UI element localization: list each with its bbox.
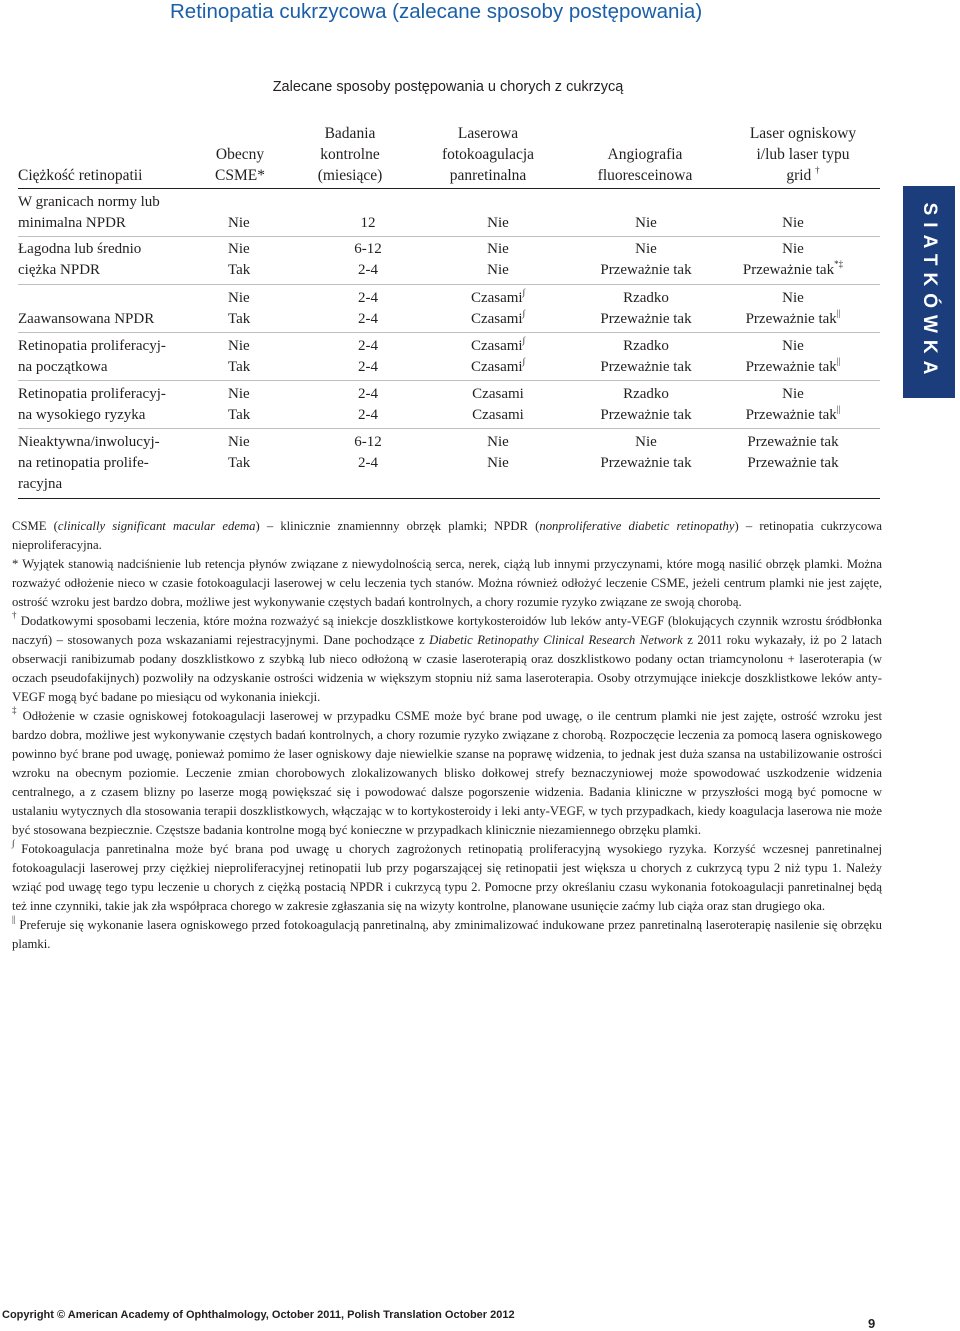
copyright-footer: Copyright © American Academy of Ophthalmology, October 2011, Polish Translation October 2012	[2, 1309, 515, 1321]
prp-value	[448, 357, 548, 378]
focal-mark: ||	[836, 356, 841, 366]
prp-value	[448, 336, 548, 357]
fa-value: Przeważnie tak	[600, 455, 692, 471]
focal-text: Przeważnie tak	[745, 311, 837, 327]
focal-value	[728, 432, 858, 453]
row-severity	[18, 336, 218, 378]
footnotes	[12, 517, 882, 954]
focal-mark: ||	[836, 404, 841, 414]
row-divider	[18, 332, 880, 333]
row-severity	[18, 432, 218, 495]
followup-value: 6-12	[354, 241, 382, 257]
prp-value	[448, 384, 548, 405]
header-focal-line	[728, 165, 878, 186]
note-text: z 2011 roku wykazały, iż po 2 latach obserwacji ranibizumab podany doszklistkowo z szybką lub nieco odłożoną w czasie laseroterapią oraz doszklistkowo podany octan triamcynolonu + laseroterapia (w oczach pseudofakijnych) pozwoliły na odzyskanie ostrości widzenia w większym stopniu niż sama laseroterapia. Osoby otrzymujące iniekcje doszklistkowe leków anty-VEGF mogą być badane po miesiącu od wykonania iniekcji.	[12, 633, 882, 704]
page-number: 9	[868, 1316, 876, 1331]
prp-value	[448, 260, 548, 281]
header-followup	[300, 123, 400, 186]
note-mark: ‡	[12, 705, 18, 715]
header-fa	[575, 144, 715, 186]
prp-value	[448, 288, 548, 309]
fa-value: Rzadko	[623, 386, 669, 402]
focal-text: Przeważnie tak	[742, 262, 835, 278]
footnote-integral	[12, 840, 882, 916]
prp-mark: ∫	[522, 308, 526, 318]
fa-value: Rzadko	[623, 338, 669, 354]
prp-text: Czasami	[470, 338, 523, 354]
focal-value	[728, 239, 858, 260]
note-italic: clinically significant macular edema	[57, 519, 256, 533]
prp-text: Nie	[487, 455, 509, 471]
row-severity	[18, 288, 218, 330]
focal-value	[728, 288, 858, 309]
header-fa-line: Angiografia	[607, 146, 683, 163]
prp-mark: ∫	[522, 287, 526, 297]
row-severity-line: ciężka NPDR	[18, 262, 101, 278]
row-divider	[18, 236, 880, 237]
row-severity-line	[18, 288, 218, 309]
focal-value	[728, 309, 858, 330]
row-severity-line: Łagodna lub średnio	[18, 241, 142, 257]
prp-value	[448, 239, 548, 260]
header-followup-line: (miesiące)	[317, 167, 383, 184]
page-title: Retinopatia cukrzycowa (zalecane sposoby postępowania)	[170, 0, 703, 23]
fa-value: Przeważnie tak	[600, 407, 692, 423]
footnote-parallel	[12, 916, 882, 954]
focal-value	[728, 453, 858, 474]
note-text: Dodatkowymi sposobami leczenia, które można rozważyć są iniekcje doszklistkowe kortykosteroidów lub leków anty-VEGF (blokujących czynnik wzrostu śródbłonka naczyń) – stosowanych poza wskazaniami rejestracyjnymi. Dane pochodzące z	[12, 614, 883, 647]
note-text: Preferuje się wykonanie lasera ogniskowego przed fotokoagulacją panretinalną, aby zminimalizować indukowane przez panretinalną laseroterapię nasilenie się obrzęku plamki.	[12, 918, 882, 951]
focal-value	[728, 213, 858, 234]
note-text: Fotokoagulacja panretinalna może być brana pod uwagę u chorych zagrożonych retinopatią proliferacyjną wysokiego ryzyka. Korzyść wczesnej panretinalnej fotokoagulacji laserowej przy ciężkiej nieproliferacyjnej retinopatii lub przy pogarszającej się retinopatii jest większa u chorych z cukrzycą typu 2 niż typu 1. Należy wziąć pod uwagę tego typu leczenie u chorych z ciężką postacią NPDR i cukrzycą typu 2. Pomocne przy określaniu czasu wykonania fotokoagulacji panretinalnej będą też inne czynniki, takie jak zła współpraca chorego w zakresie zgłaszania się na wizyty kontrolne, planowane usunięcie zaćmy lub ciąża oraz stan drugiego oka.	[12, 842, 882, 913]
followup-value: 2-4	[358, 407, 378, 423]
fa-value: Przeważnie tak	[600, 262, 692, 278]
note-mark: ∫	[12, 838, 15, 848]
row-severity-line: na retinopatia prolife-	[18, 455, 149, 471]
prp-mark: ∫	[522, 356, 526, 366]
header-prp-line: panretinalna	[449, 167, 527, 184]
prp-value	[448, 405, 548, 426]
header-focal	[728, 123, 878, 186]
prp-mark: ∫	[522, 335, 526, 345]
focal-text: Nie	[782, 338, 804, 354]
fa-value: Nie	[635, 434, 657, 450]
fa-value: Nie	[635, 215, 657, 231]
note-italic: Diabetic Retinopathy Clinical Research Network	[429, 633, 683, 647]
header-followup-line: Badania	[324, 125, 376, 142]
header-rule	[18, 188, 880, 189]
row-severity-line: racyjna	[18, 476, 63, 492]
header-csme-line: CSME*	[215, 167, 265, 184]
row-severity	[18, 384, 218, 426]
header-followup-line: kontrolne	[320, 146, 380, 163]
focal-mark: ||	[836, 308, 841, 318]
followup-value: 2-4	[358, 386, 378, 402]
header-prp	[423, 123, 553, 186]
footnote-dagger	[12, 612, 882, 707]
header-focal-line: i/lub laser typu	[756, 146, 850, 163]
note-text: ) – klinicznie znamiennny obrzęk plamki; NPDR (	[255, 519, 540, 533]
focal-mark: *‡	[834, 259, 844, 269]
header-prp-line: fotokoagulacja	[441, 146, 535, 163]
note-mark: ||	[12, 914, 16, 924]
row-severity-line: na początkowa	[18, 359, 108, 375]
row-divider	[18, 380, 880, 381]
header-fa-line: fluoresceinowa	[597, 167, 693, 184]
note-text: CSME (	[12, 519, 58, 533]
row-severity-line: na wysokiego ryzyka	[18, 407, 146, 423]
row-divider	[18, 428, 880, 429]
focal-text: Przeważnie tak	[747, 434, 839, 450]
fa-value: Rzadko	[623, 290, 669, 306]
row-severity-line: W granicach normy lub	[18, 194, 160, 210]
followup-value: 2-4	[358, 311, 378, 327]
note-text: Odłożenie w czasie ogniskowej fotokoagulacji laserowej w przypadku CSME może być brane pod uwagę, o ile centrum plamki nie jest zajęte, ostrość wzroku jest bardzo dobra, możliwe jest wykonywanie częstych badań kontrolnych, a chory rozumie ryzyko związane z chorobą. Rozpoczęcie leczenia za pomocą lasera ogniskowego powinno być brane pod uwagę, ponieważ pomimo że laser ogniskowy daje niewielkie szanse na poprawę widzenia, to jednak jest duża szansa na ustabilizowanie ostrości wzroku na obecnym poziomie. Leczenie zmian chorobowych zlokalizowanych blisko dołkowej strefy beznaczyniowej może spowodować uszkodzenie widzenia centralnego, a z czasem blizny po laserze mogą powiększać się i powodować dalsze pogorszenie widzenia. Badania kliniczne w przyszłości mogą być pomocne w ustalaniu wytycznych dla stosowania terapii doszklistkowych, włączając w to kortykosteroidy i leki anty-VEGF, w tych przypadkach, kiedy koagulacja laserowa nie może być stosowana bezpiecznie. Częstsze badania kontrolne mogą być konieczne w przypadkach klinicznie niezamiennego obrzęku plamki.	[12, 709, 883, 837]
prp-text: Czasami	[472, 407, 524, 423]
header-prp-line: Laserowa	[457, 125, 519, 142]
table-caption-text: Zalecane sposoby postępowania u chorych z cukrzycą	[272, 79, 624, 95]
prp-value	[448, 453, 548, 474]
prp-text: Czasami	[470, 311, 523, 327]
followup-value: 6-12	[354, 434, 382, 450]
row-severity-line: Retinopatia proliferacyj-	[18, 386, 166, 402]
prp-text: Nie	[487, 241, 509, 257]
row-severity-line: Retinopatia proliferacyj-	[18, 338, 166, 354]
row-severity	[18, 239, 218, 281]
focal-value	[728, 405, 858, 426]
note-mark: †	[12, 610, 18, 620]
focal-text: Nie	[782, 241, 804, 257]
focal-value	[728, 260, 858, 281]
focal-text: Przeważnie tak	[745, 407, 837, 423]
header-focal-line: Laser ogniskowy	[749, 125, 857, 142]
fa-value: Nie	[635, 241, 657, 257]
followup-value: 2-4	[358, 262, 378, 278]
fa-value: Przeważnie tak	[600, 359, 692, 375]
row-severity-line: minimalna NPDR	[18, 215, 126, 231]
prp-text: Nie	[487, 215, 509, 231]
prp-text: Czasami	[470, 359, 523, 375]
focal-value	[728, 384, 858, 405]
followup-value: 2-4	[358, 455, 378, 471]
footnote-abbreviations	[12, 517, 882, 555]
focal-text: Przeważnie tak	[745, 359, 837, 375]
prp-value	[448, 213, 548, 234]
table-caption	[0, 77, 893, 97]
fa-value: Przeważnie tak	[600, 311, 692, 327]
row-severity-line: Nieaktywna/inwolucyj-	[18, 434, 160, 450]
focal-value	[728, 357, 858, 378]
header-focal-text: grid	[786, 167, 812, 184]
table-bottom-rule	[18, 498, 880, 499]
prp-text: Czasami	[470, 290, 523, 306]
side-tab-label: SIATKÓWKA	[919, 202, 940, 382]
focal-text: Nie	[782, 215, 804, 231]
followup-value: 2-4	[358, 290, 378, 306]
prp-text: Nie	[487, 262, 509, 278]
row-severity	[18, 192, 218, 234]
note-text: ) – retinopatia cukrzycowa nieproliferacyjna.	[12, 519, 882, 552]
footnote-star: * Wyjątek stanowią nadciśnienie lub retencja płynów związane z niewydolnością serca, nerek, ciążą lub innymi przyczynami, które mogą nasilić obrzęk plamki. Można rozważyć odłożenie nieco w czasie fotokoagulacji laserowej w celu leczenia tych stanów. Można również odłożyć leczenie CSME, jeżeli centrum plamki nie jest zajęte, ostrość wzroku jest bardzo dobra, możliwe jest wykonywanie częstych badań kontrolnych, a chory rozumie ryzyko związane ze swoją chorobą.	[12, 557, 882, 609]
followup-value: 2-4	[358, 338, 378, 354]
focal-text: Nie	[782, 290, 804, 306]
prp-value	[448, 309, 548, 330]
note-italic: nonproliferative diabetic retinopathy	[539, 519, 735, 533]
followup-value: 12	[360, 215, 376, 231]
prp-text: Nie	[487, 434, 509, 450]
focal-value	[728, 336, 858, 357]
row-severity-line: Zaawansowana NPDR	[18, 311, 155, 327]
focal-text: Nie	[782, 386, 804, 402]
header-csme-line: Obecny	[215, 146, 265, 163]
focal-text: Przeważnie tak	[747, 455, 839, 471]
prp-value	[448, 432, 548, 453]
footnote-double-dagger	[12, 707, 882, 840]
followup-value: 2-4	[358, 359, 378, 375]
header-csme	[205, 144, 275, 186]
header-severity: Ciężkość retinopatii	[18, 167, 143, 184]
row-divider	[18, 284, 880, 285]
header-focal-mark: †	[815, 165, 820, 175]
prp-text: Czasami	[472, 386, 524, 402]
